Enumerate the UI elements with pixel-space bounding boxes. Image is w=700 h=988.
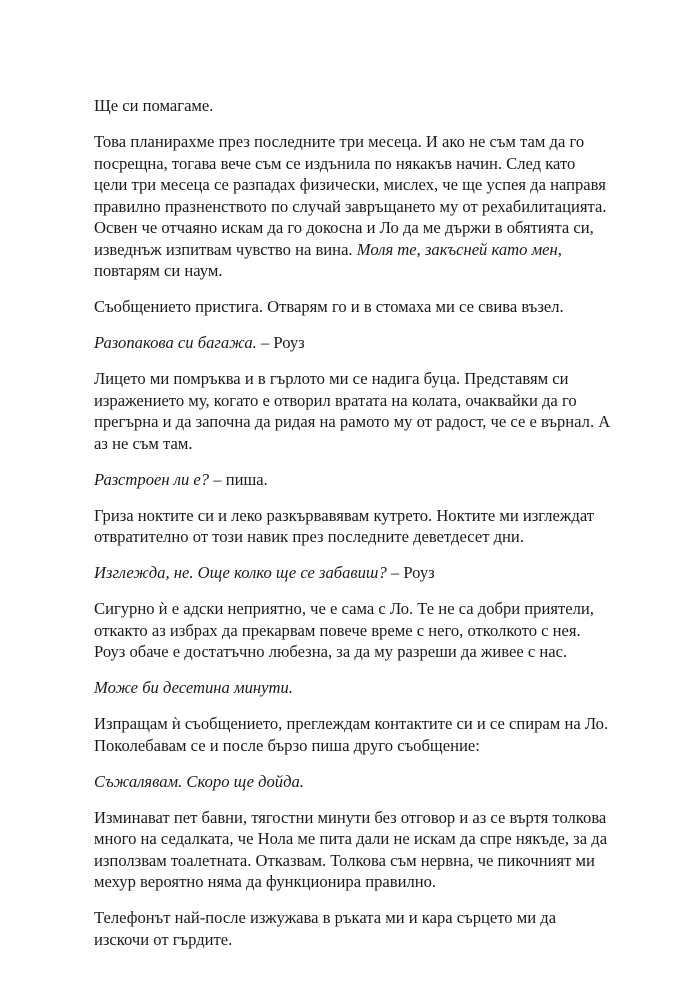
text-line: Съобщението пристига. Отварям го и в стомаха ми се свива възел.: [94, 297, 564, 316]
text-line: прегърна и да започна да ридая на рамото му от радост, че се е върнал. А: [94, 412, 611, 431]
text-line: Изпращам ѝ съобщението, преглеждам контактите си и се спирам на Ло.: [94, 714, 609, 733]
text-line: Може би десетина минути.: [94, 678, 293, 697]
document-body: [94, 95, 614, 965]
text-line: [94, 562, 614, 584]
text-line: изражението му, когато е отворил вратата на колата, очаквайки да го: [94, 390, 577, 410]
text-line: [94, 469, 614, 491]
italic-text-run: Разопакова си багажа.: [94, 333, 257, 352]
text-run: изведнъж изпитвам чувство на вина.: [94, 239, 357, 259]
paragraph: [94, 95, 614, 117]
paragraph: [94, 505, 614, 548]
text-line: аз не съм там.: [94, 433, 193, 453]
text-line: Роуз обаче е достатъчно любезна, за да му разреши да живее с нас.: [94, 642, 568, 661]
text-line: Съжалявам. Скоро ще дойда.: [94, 771, 304, 791]
text-line: изскочи от гърдите.: [94, 929, 233, 949]
italic-text-run: Разстроен ли е?: [94, 469, 210, 489]
text-line: Гриза ноктите си и леко разкървавявам кутрето. Ноктите ми изглеждат: [94, 505, 595, 525]
text-line: Лицето ми помръква и в гърлото ми се надига буца. Представям си: [94, 369, 569, 388]
message-paragraph: [94, 677, 614, 699]
text-line: цели три месеца се разпадах физически, мислех, че ще успея да направя: [94, 175, 606, 194]
text-line: мехур вероятно няма да функционира правилно.: [94, 872, 437, 891]
message-paragraph: [94, 562, 614, 584]
paragraph: [94, 368, 614, 454]
text-line: правилно празненството по случай завръщането му от рехабилитацията.: [94, 196, 607, 216]
text-line: откакто аз избрах да прекарвам повече време с него, отколкото с нея.: [94, 620, 581, 640]
paragraph: [94, 296, 614, 318]
text-line: повтарям си наум.: [94, 261, 223, 280]
text-run: – Роуз: [386, 563, 435, 582]
text-run: – Роуз: [256, 333, 305, 352]
text-line: посрещна, тогава вече съм се издънила по някакъв начин. След като: [94, 153, 576, 173]
text-line: много на седалката, че Нола ме пита дали не искам да спре някъде, за да: [94, 829, 608, 848]
paragraph: [94, 131, 614, 282]
message-paragraph: [94, 332, 614, 354]
italic-text-run: Моля те, закъсней като мен: [356, 239, 558, 259]
text-line: използвам тоалетната. Отказвам. Толкова съм нервна, че пикочният ми: [94, 850, 595, 870]
text-line: [94, 239, 614, 261]
text-line: Освен че отчаяно искам да го докосна и Ло да ме държи в обятията си,: [94, 218, 594, 237]
text-line: Телефонът най-после изжужава в ръката ми и кара сърцето ми да: [94, 908, 557, 927]
text-line: Сигурно ѝ е адски неприятно, че е сама с Ло. Те не са добри приятели,: [94, 599, 594, 618]
paragraph: [94, 907, 614, 950]
text-line: [94, 332, 614, 354]
text-line: отвратително от този навик през последните деветдесет дни.: [94, 527, 524, 546]
text-line: Ще си помагаме.: [94, 96, 214, 115]
text-run: – пиша.: [209, 469, 268, 489]
text-line: Изминават пет бавни, тягостни минути без отговор и аз се въртя толкова: [94, 807, 607, 827]
paragraph: [94, 713, 614, 756]
paragraph: [94, 807, 614, 893]
paragraph: [94, 598, 614, 663]
text-run: ,: [557, 239, 562, 259]
text-line: Поколебавам се и после бързо пиша друго съобщение:: [94, 735, 480, 755]
italic-text-run: Изглежда, не. Още колко ще се забавиш?: [94, 563, 387, 582]
message-paragraph: [94, 469, 614, 491]
text-line: Това планирахме през последните три месеца. И ако не съм там да го: [94, 132, 585, 151]
message-paragraph: [94, 771, 614, 793]
